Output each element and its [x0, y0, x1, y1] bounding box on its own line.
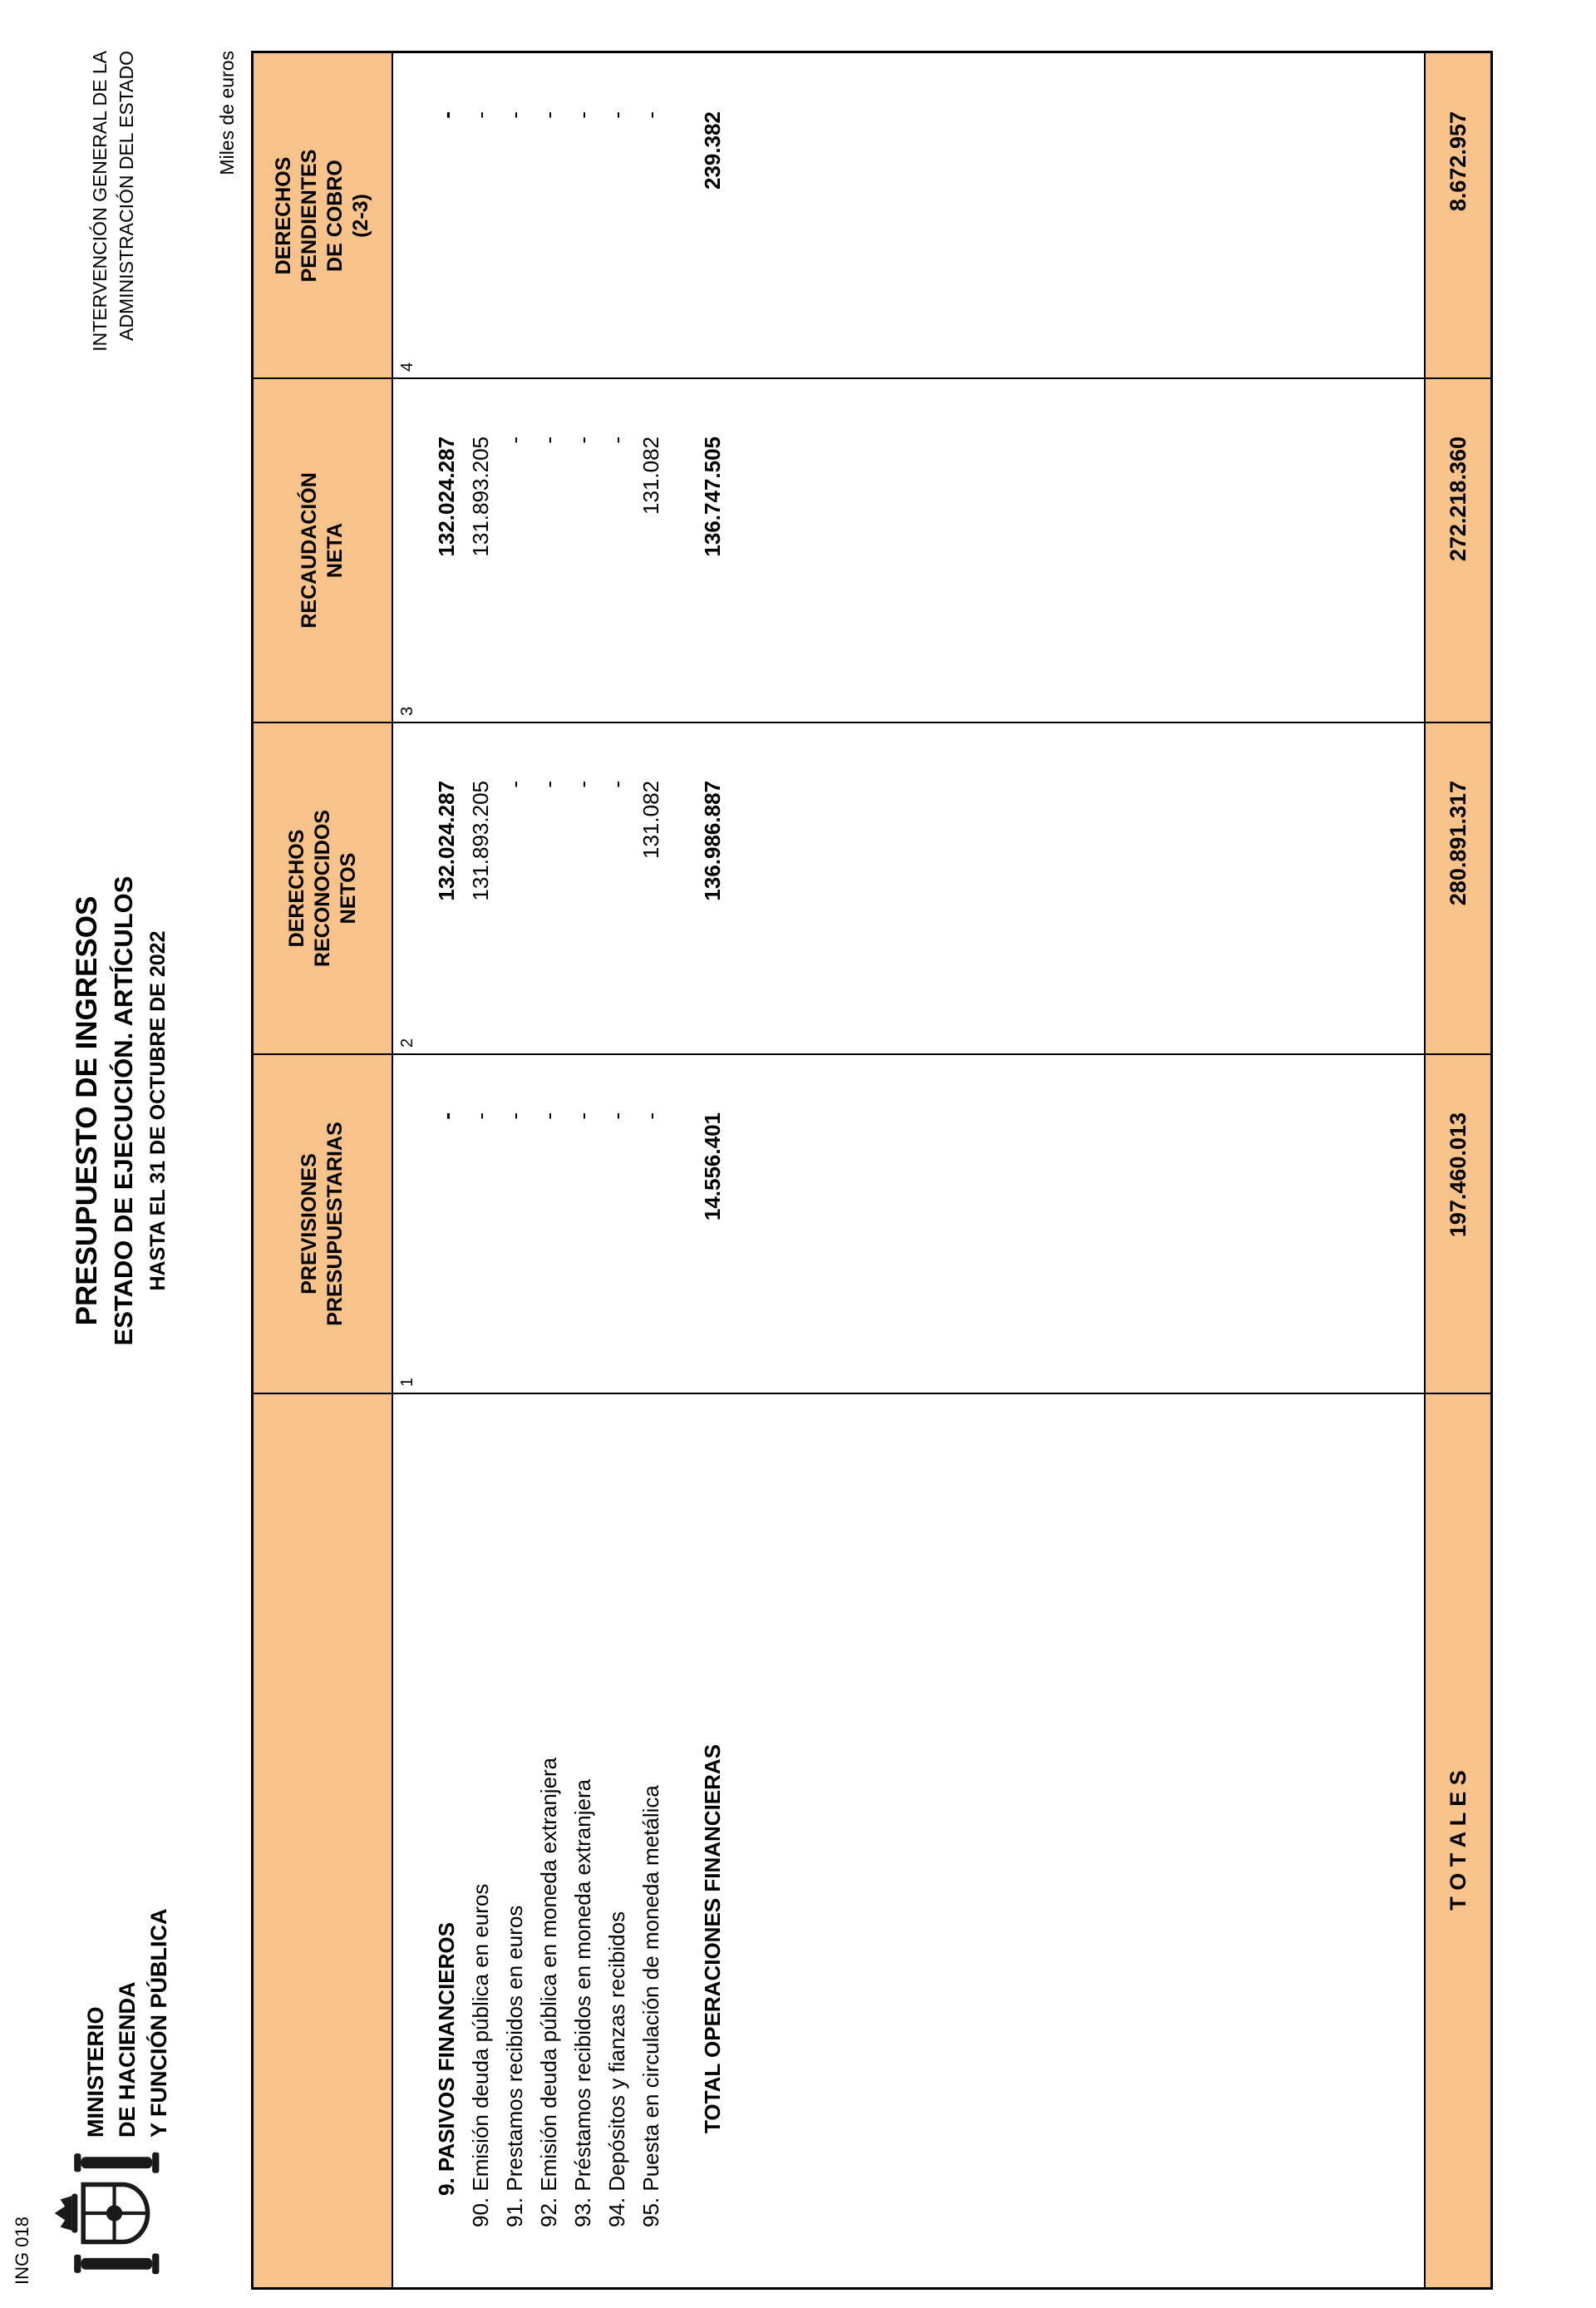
row-label: 9. PASIVOS FINANCIEROS: [434, 1922, 459, 2196]
column-number-4: 4: [397, 362, 416, 372]
cell-recaudacion: 136.747.505: [700, 436, 725, 557]
document-title-block: [68, 712, 175, 1510]
column-number-3: 3: [397, 706, 416, 716]
row-91-prestamos-euros: [498, 53, 532, 2287]
cell-pendientes: -: [502, 111, 527, 119]
cell-recaudacion: -: [536, 436, 561, 444]
row-label: 91. Prestamos recibidos en euros: [502, 1905, 527, 2227]
row-92-emision-deuda-extranjera: [532, 53, 566, 2287]
row-label: 95. Puesta en circulación de moneda metálica: [638, 1785, 663, 2227]
column-number-2: 2: [397, 1038, 416, 1048]
column-header-pendientes: DERECHOS PENDIENTES DE COBRO (2-3): [272, 149, 372, 283]
ministry-line: Y FUNCIÓN PÚBLICA: [146, 1908, 171, 2138]
agency-name: [86, 51, 140, 352]
cell-pendientes: -: [604, 111, 629, 119]
cell-previsiones: -: [468, 1112, 493, 1120]
totals-row: [1424, 53, 1490, 2287]
cell-recaudacion: -: [570, 436, 595, 444]
row-total-operaciones-financieras: [696, 53, 730, 2287]
cell-derechos-reconocidos: -: [570, 781, 595, 788]
totals-previsiones: 197.460.013: [1445, 1112, 1470, 1238]
agency-line: INTERVENCIÓN GENERAL DE LA: [89, 51, 111, 352]
agency-line: ADMINISTRACIÓN DEL ESTADO: [116, 51, 137, 341]
cell-derechos-reconocidos: 136.986.887: [700, 781, 725, 901]
document-date-line: HASTA EL 31 DE OCTUBRE DE 2022: [146, 930, 170, 1291]
form-code: ING 018: [12, 2217, 32, 2285]
cell-pendientes: 239.382: [700, 111, 725, 190]
cell-pendientes: -: [434, 111, 459, 119]
cell-pendientes: -: [638, 111, 663, 119]
ministry-line: MINISTERIO: [83, 2006, 108, 2138]
cell-recaudacion: 131.082: [638, 436, 663, 515]
row-94-depositos-fianzas: [600, 53, 634, 2287]
cell-derechos-reconocidos: 132.024.287: [434, 781, 459, 901]
table-header-row: [254, 53, 393, 2287]
units-note: Miles de euros: [216, 51, 238, 175]
cell-previsiones: -: [638, 1112, 663, 1120]
row-pasivos-financieros: [430, 53, 464, 2287]
cell-recaudacion: 132.024.287: [434, 436, 459, 557]
row-label: 92. Emisión deuda pública en moneda extranjera: [536, 1757, 561, 2227]
row-93-prestamos-extranjera: [566, 53, 600, 2287]
cell-derechos-reconocidos: -: [604, 781, 629, 788]
budget-table: [251, 51, 1493, 2290]
cell-previsiones: -: [536, 1112, 561, 1120]
column-header-derechos-reconocidos: DERECHOS RECONOCIDOS NETOS: [284, 810, 360, 967]
column-header-previsiones: PREVISIONES PRESUPUESTARIAS: [298, 1122, 347, 1326]
column-header-recaudacion: RECAUDACIÓN NETA: [298, 472, 347, 629]
document-title: PRESUPUESTO DE INGRESOS: [71, 895, 103, 1326]
cell-derechos-reconocidos: -: [502, 781, 527, 788]
row-90-emision-deuda-euros: [464, 53, 498, 2287]
row-label: 94. Depósitos y fianzas recibidos: [604, 1911, 629, 2227]
cell-previsiones: -: [434, 1112, 459, 1120]
row-label: TOTAL OPERACIONES FINANCIERAS: [700, 1743, 725, 2133]
cell-derechos-reconocidos: 131.893.205: [468, 781, 493, 901]
cell-derechos-reconocidos: -: [536, 781, 561, 788]
row-95-moneda-metalica: [634, 53, 668, 2287]
totals-pendientes: 8.672.957: [1445, 111, 1470, 212]
document-subtitle: ESTADO DE EJECUCIÓN. ARTÍCULOS: [109, 875, 138, 1346]
cell-pendientes: -: [468, 111, 493, 119]
cell-pendientes: -: [570, 111, 595, 119]
cell-previsiones: -: [502, 1112, 527, 1120]
totals-label: T O T A L E S: [1445, 1770, 1470, 1911]
table-body: [421, 53, 1424, 2287]
cell-recaudacion: -: [604, 436, 629, 444]
totals-derechos-reconocidos: 280.891.317: [1445, 781, 1470, 906]
coat-of-arms-icon: [43, 2150, 176, 2276]
column-number-row: [393, 53, 421, 2287]
cell-previsiones: -: [604, 1112, 629, 1120]
totals-recaudacion: 272.218.360: [1445, 436, 1470, 562]
ministry-name: [80, 1908, 175, 2138]
column-number-1: 1: [397, 1377, 416, 1387]
cell-recaudacion: 131.893.205: [468, 436, 493, 557]
ministry-line: DE HACIENDA: [115, 1981, 140, 2138]
cell-pendientes: -: [536, 111, 561, 119]
cell-derechos-reconocidos: 131.082: [638, 781, 663, 859]
row-label: 93. Préstamos recibidos en moneda extranjera: [570, 1778, 595, 2227]
cell-previsiones: 14.556.401: [700, 1112, 725, 1221]
cell-recaudacion: -: [502, 436, 527, 444]
cell-previsiones: -: [570, 1112, 595, 1120]
row-label: 90. Emisión deuda pública en euros: [468, 1883, 493, 2227]
